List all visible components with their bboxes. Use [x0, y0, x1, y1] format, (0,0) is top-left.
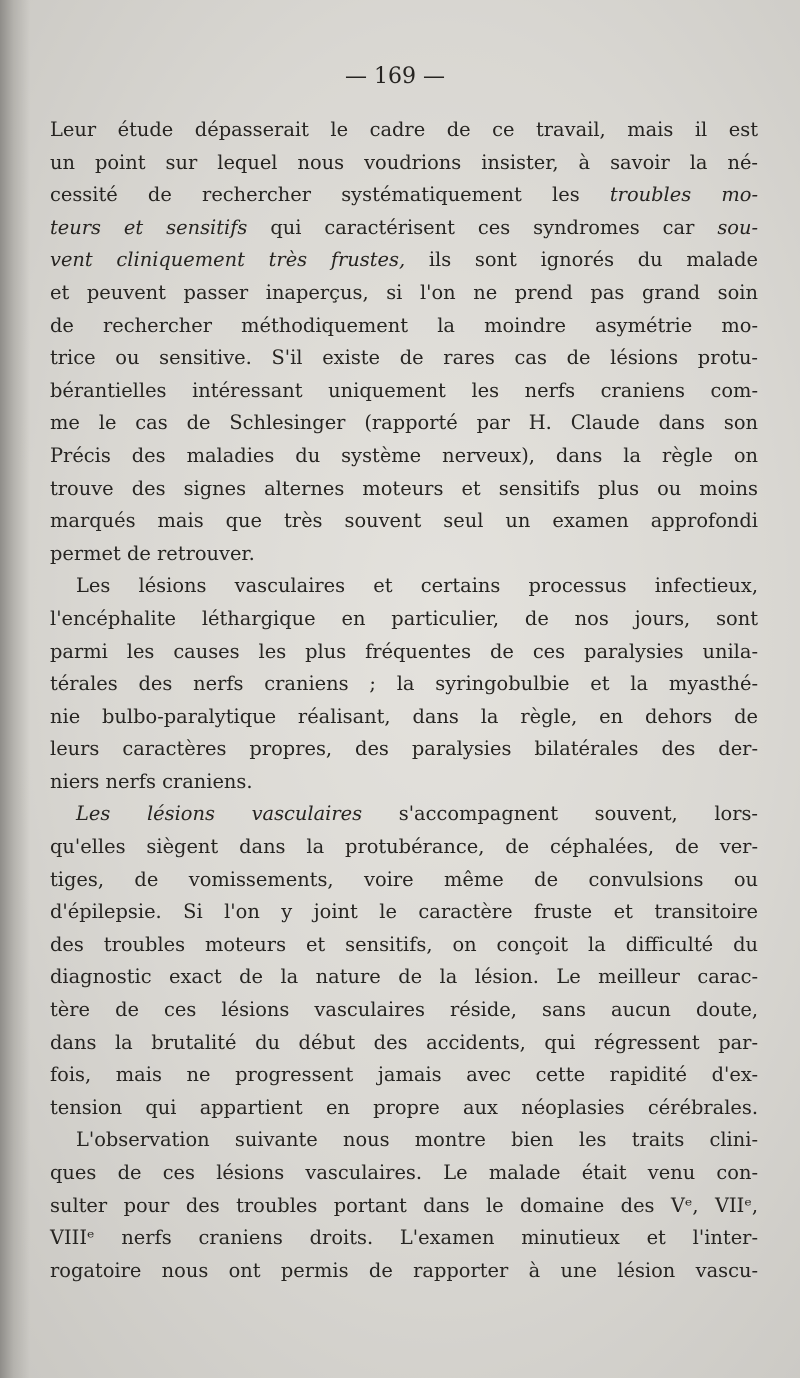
text-segment: L'observation suivante nous montre bien les traits clini- [76, 1128, 758, 1152]
italic-text-segment: troubles mo- [609, 183, 758, 207]
text-segment: l'encéphalite léthargique en particulier, de nos jours, sont [50, 606, 758, 630]
text-segment: me le cas de Schlesinger (rapporté par H. Claude dans son [50, 411, 758, 435]
text-line [50, 798, 758, 831]
text-line [50, 407, 758, 440]
text-segment: et peuvent passer inaperçus, si l'on ne prend pas grand soin [50, 280, 758, 304]
text-line [50, 994, 758, 1027]
text-line [50, 1190, 758, 1223]
text-line [50, 505, 758, 538]
text-line [50, 1255, 758, 1288]
binding-shadow [0, 0, 30, 1378]
text-segment: Les lésions vasculaires et certains processus infectieux, [76, 574, 758, 598]
italic-text-segment: Les lésions vasculaires [76, 802, 363, 826]
text-segment: parmi les causes les plus fréquentes de ces paralysies unila- [50, 639, 758, 663]
text-segment: qu'elles siègent dans la protubérance, de céphalées, de ver- [50, 835, 758, 859]
text-segment: un point sur lequel nous voudrions insister, à savoir la né- [50, 150, 758, 174]
text-segment: niers nerfs craniens. [50, 769, 253, 793]
text-line [50, 570, 758, 603]
text-line [50, 440, 758, 473]
text-segment: VIIIᵉ nerfs craniens droits. L'examen minutieux et l'inter- [50, 1226, 758, 1250]
text-segment: marqués mais que très souvent seul un examen approfondi [50, 509, 758, 533]
text-segment: de rechercher méthodiquement la moindre asymétrie mo- [50, 313, 758, 337]
text-segment: tension qui appartient en propre aux néoplasies cérébrales. [50, 1095, 758, 1119]
text-line [50, 310, 758, 343]
text-line [50, 1222, 758, 1255]
text-line [50, 212, 758, 245]
text-line [50, 1124, 758, 1157]
italic-text-segment: vent cliniquement très frustes, [50, 248, 406, 272]
text-line [50, 603, 758, 636]
text-line [50, 244, 758, 277]
text-segment: fois, mais ne progressent jamais avec cette rapidité d'ex- [50, 1063, 758, 1087]
text-segment: diagnostic exact de la nature de la lésion. Le meilleur carac- [50, 965, 758, 989]
text-segment: leurs caractères propres, des paralysies bilatérales des der- [50, 737, 758, 761]
text-segment: dans la brutalité du début des accidents, qui régressent par- [50, 1030, 758, 1054]
page-number: — 169 — [345, 64, 445, 89]
text-segment: Leur étude dépasserait le cadre de ce travail, mais il est [50, 118, 758, 141]
text-segment: tiges, de vomissements, voire même de convulsions ou [50, 867, 758, 891]
text-segment: permet de retrouver. [50, 541, 255, 565]
text-line [50, 375, 758, 408]
text-line [50, 342, 758, 375]
text-segment: térales des nerfs craniens ; la syringobulbie et la myasthé- [50, 672, 758, 696]
italic-text-segment: sou- [717, 215, 758, 239]
text-line [50, 961, 758, 994]
text-line [50, 1092, 758, 1125]
text-segment: ils sont ignorés du malade [405, 248, 758, 272]
text-line [50, 1059, 758, 1092]
text-segment: rogatoire nous ont permis de rapporter à une lésion vascu- [50, 1258, 758, 1282]
text-segment: tère de ces lésions vasculaires réside, sans aucun doute, [50, 998, 758, 1022]
text-segment: d'épilepsie. Si l'on y joint le caractère fruste et transitoire [50, 900, 758, 924]
text-line [50, 1157, 758, 1190]
text-line [50, 831, 758, 864]
italic-text-segment: teurs et sensitifs [50, 215, 248, 239]
text-line [50, 179, 758, 212]
text-line [50, 701, 758, 734]
text-line [50, 114, 758, 147]
body-text [50, 114, 758, 1287]
text-segment: trouve des signes alternes moteurs et sensitifs plus ou moins [50, 476, 758, 500]
text-line [50, 147, 758, 180]
text-segment: cessité de rechercher systématiquement les [50, 183, 610, 207]
text-segment: s'accompagnent souvent, lors- [362, 802, 758, 826]
text-segment: trice ou sensitive. S'il existe de rares cas de lésions protu- [50, 346, 758, 370]
text-line [50, 538, 758, 571]
text-segment: sulter pour des troubles portant dans le domaine des Vᵉ, VIIᵉ, [50, 1193, 758, 1217]
text-line [50, 766, 758, 799]
text-line [50, 473, 758, 506]
text-segment: qui caractérisent ces syndromes car [247, 215, 718, 239]
text-line [50, 277, 758, 310]
text-line [50, 1027, 758, 1060]
text-line [50, 896, 758, 929]
text-line [50, 929, 758, 962]
text-line [50, 668, 758, 701]
text-line [50, 864, 758, 897]
text-segment: des troubles moteurs et sensitifs, on conçoit la difficulté du [50, 932, 758, 956]
text-segment: bérantielles intéressant uniquement les nerfs craniens com- [50, 378, 758, 402]
text-line [50, 733, 758, 766]
text-segment: Précis des maladies du système nerveux), dans la règle on [50, 443, 758, 467]
text-segment: nie bulbo-paralytique réalisant, dans la règle, en dehors de [50, 704, 758, 728]
text-line [50, 636, 758, 669]
text-segment: ques de ces lésions vasculaires. Le malade était venu con- [50, 1161, 758, 1184]
